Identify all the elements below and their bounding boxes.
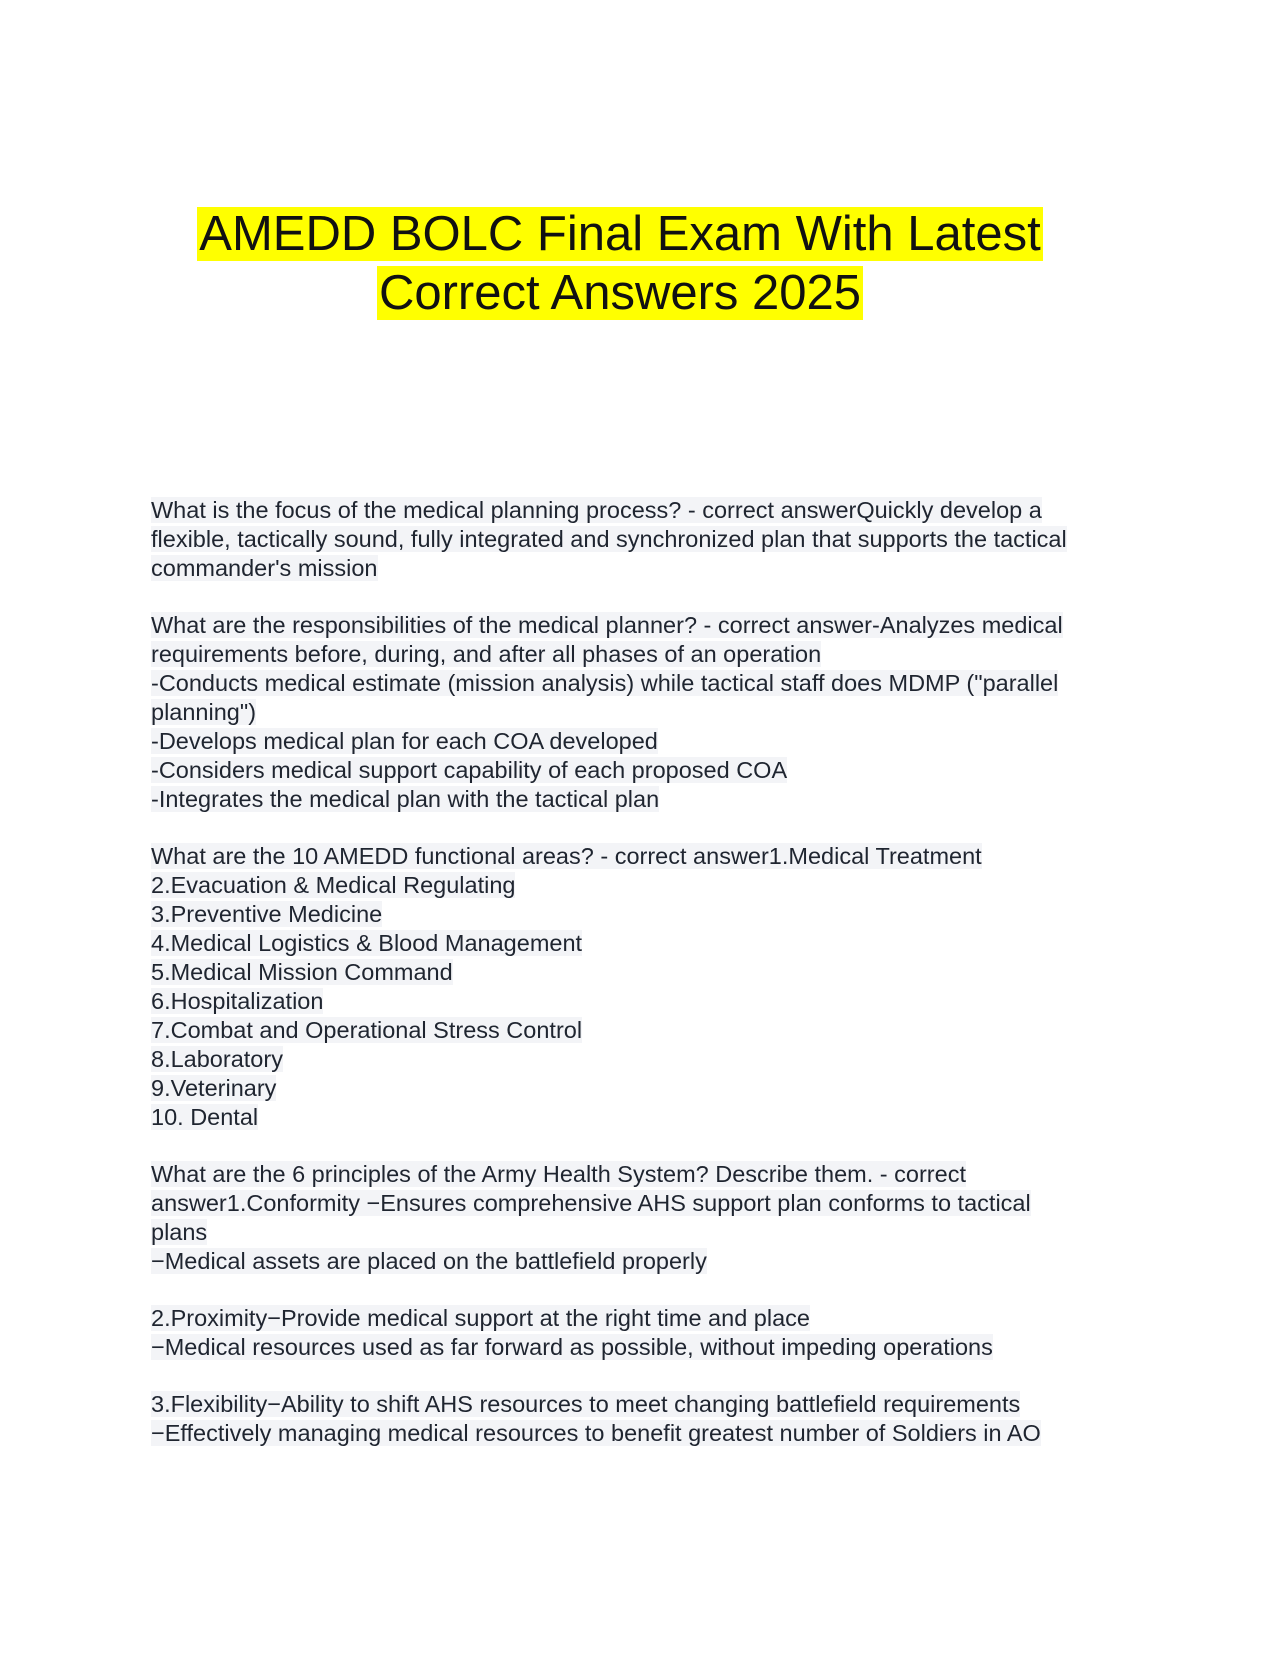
text-line: 9.Veterinary	[151, 1075, 277, 1101]
text-line: What are the 6 principles of the Army Health System? Describe them. - correct	[151, 1161, 966, 1187]
text-line: -Considers medical support capability of each proposed COA	[151, 757, 788, 783]
text-line: plans	[151, 1219, 208, 1245]
text-line: What are the responsibilities of the medical planner? - correct answer-Analyzes medical	[151, 612, 1063, 638]
text-line: −Medical assets are placed on the battlefield properly	[151, 1248, 707, 1274]
qa-block-4	[151, 1160, 1141, 1276]
qa-block-6	[151, 1390, 1141, 1448]
qa-block-1	[151, 496, 1141, 583]
text-line: What is the focus of the medical planning process? - correct answerQuickly develop a	[151, 497, 1042, 523]
qa-block-5	[151, 1304, 1141, 1362]
text-line: requirements before, during, and after all phases of an operation	[151, 641, 822, 667]
text-line: 5.Medical Mission Command	[151, 959, 453, 985]
qa-content	[151, 496, 1141, 1448]
qa-block-2	[151, 611, 1141, 814]
text-line: What are the 10 AMEDD functional areas? - correct answer1.Medical Treatment	[151, 843, 982, 869]
text-line: commander's mission	[151, 555, 378, 581]
text-line: 3.Preventive Medicine	[151, 901, 383, 927]
qa-block-3	[151, 842, 1141, 1132]
text-line: −Effectively managing medical resources to benefit greatest number of Soldiers in AO	[151, 1420, 1041, 1446]
title-line-1: AMEDD BOLC Final Exam With Latest	[199, 207, 1041, 261]
text-line: -Integrates the medical plan with the tactical plan	[151, 786, 660, 812]
text-line: −Medical resources used as far forward as possible, without impeding operations	[151, 1334, 993, 1360]
text-line: planning")	[151, 699, 257, 725]
title-line-2: Correct Answers 2025	[378, 266, 862, 320]
text-line: -Conducts medical estimate (mission analysis) while tactical staff does MDMP ("parallel	[151, 670, 1059, 696]
text-line: 4.Medical Logistics & Blood Management	[151, 930, 583, 956]
text-line: -Develops medical plan for each COA developed	[151, 728, 658, 754]
text-line: 8.Laboratory	[151, 1046, 283, 1072]
text-line: answer1.Conformity −Ensures comprehensive AHS support plan conforms to tactical	[151, 1190, 1031, 1216]
text-line: 2.Evacuation & Medical Regulating	[151, 872, 516, 898]
text-line: 3.Flexibility−Ability to shift AHS resources to meet changing battlefield requirements	[151, 1391, 1021, 1417]
text-line: flexible, tactically sound, fully integrated and synchronized plan that supports the tactical	[151, 526, 1067, 552]
text-line: 10. Dental	[151, 1104, 259, 1130]
document-title	[150, 205, 1090, 323]
text-line: 2.Proximity−Provide medical support at the right time and place	[151, 1305, 810, 1331]
text-line: 6.Hospitalization	[151, 988, 324, 1014]
text-line: 7.Combat and Operational Stress Control	[151, 1017, 583, 1043]
